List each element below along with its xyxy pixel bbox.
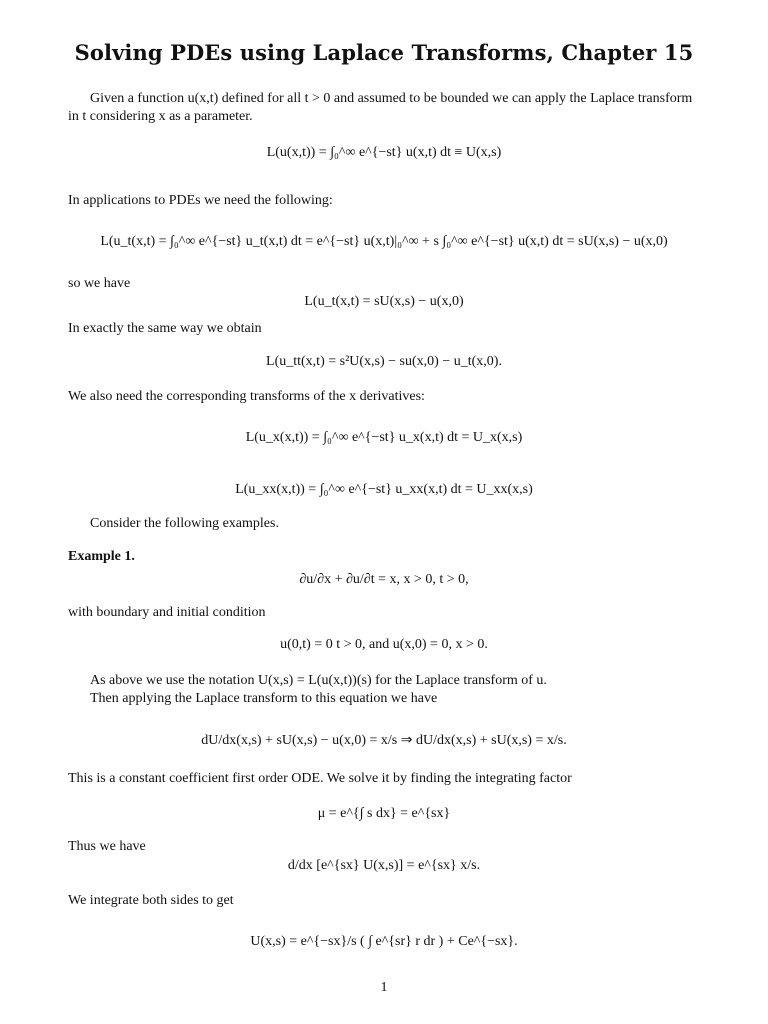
paragraph-notation: As above we use the notation U(x,s) = L(u(x,t))(s) for the Laplace transform of u. — [90, 673, 547, 688]
paragraph-apply-transform: Then applying the Laplace transform to this equation we have — [90, 691, 438, 706]
equation-ut-transform-derivation: L(u_t(x,t) = ∫₀^∞ e^{−st} u_t(x,t) dt = e^{−st} u(x,t)|₀^∞ + s ∫₀^∞ e^{−st} u(x,t) dt = sU(x,s) − u(x,0) — [100, 234, 668, 249]
equation-example-pde: ∂u/∂x + ∂u/∂t = x, x > 0, t > 0, — [299, 572, 469, 587]
paragraph-applications: In applications to PDEs we need the following: — [68, 193, 333, 208]
paragraph-intro: Given a function u(x,t) defined for all t > 0 and assumed to be bounded we can apply the Laplace transform in t considering x as a parameter. — [68, 91, 693, 124]
equation-uxx-transform: L(u_xx(x,t)) = ∫₀^∞ e^{−st} u_xx(x,t) dt = U_xx(x,s) — [235, 482, 533, 497]
paragraph-integrating-factor: This is a constant coefficient first order ODE. We solve it by finding the integrating factor — [68, 771, 572, 786]
paragraph-thus: Thus we have — [68, 839, 146, 854]
equation-ux-transform: L(u_x(x,t)) = ∫₀^∞ e^{−st} u_x(x,t) dt = U_x(x,s) — [245, 430, 523, 445]
page-title: Solving PDEs using Laplace Transforms, Chapter 15 — [74, 40, 694, 65]
equation-laplace-definition: L(u(x,t)) = ∫₀^∞ e^{−st} u(x,t) dt ≡ U(x,s) — [266, 145, 502, 160]
paragraph-x-derivatives: We also need the corresponding transforms of the x derivatives: — [68, 389, 425, 404]
page-number: 1 — [380, 980, 388, 995]
equation-boundary-initial: u(0,t) = 0 t > 0, and u(x,0) = 0, x > 0. — [280, 637, 488, 652]
equation-integrating-factor: μ = e^{∫ s dx} = e^{sx} — [317, 806, 451, 821]
paragraph-integrate: We integrate both sides to get — [68, 893, 234, 908]
paragraph-so-we-have: so we have — [68, 276, 131, 291]
paragraph-consider-examples: Consider the following examples. — [90, 516, 279, 531]
equation-utt-transform: L(u_tt(x,t) = s²U(x,s) − su(x,0) − u_t(x,0). — [266, 354, 502, 369]
equation-solution-U: U(x,s) = e^{−sx}/s ( ∫ e^{sr} r dr ) + Ce^{−sx}. — [250, 934, 518, 949]
paragraph-same-way: In exactly the same way we obtain — [68, 321, 262, 336]
equation-ut-transform: L(u_t(x,t) = sU(x,s) − u(x,0) — [304, 294, 464, 309]
example-heading: Example 1. — [68, 549, 135, 564]
equation-product-derivative: d/dx [e^{sx} U(x,s)] = e^{sx} x/s. — [287, 858, 481, 873]
equation-transformed-ode: dU/dx(x,s) + sU(x,s) − u(x,0) = x/s ⇒ dU/dx(x,s) + sU(x,s) = x/s. — [201, 733, 567, 748]
paragraph-boundary-condition: with boundary and initial condition — [68, 605, 266, 620]
